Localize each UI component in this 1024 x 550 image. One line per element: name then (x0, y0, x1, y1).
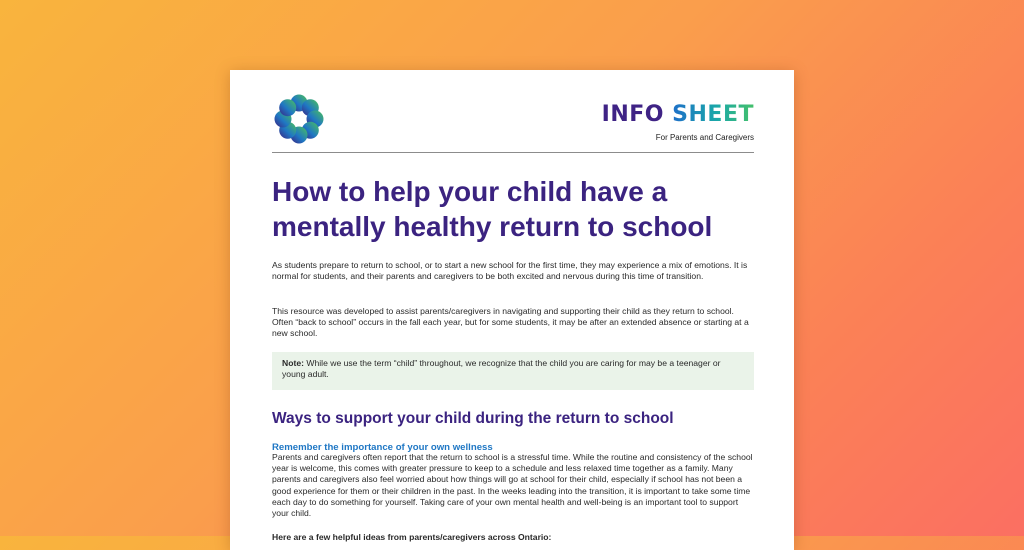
note-box (272, 352, 754, 390)
audience-subtitle: For Parents and Caregivers (655, 133, 754, 142)
header-divider (272, 152, 754, 153)
section-heading: Ways to support your child during the return to school (272, 410, 674, 427)
wellness-subheading: Remember the importance of your own wellness (272, 442, 493, 453)
note-text: While we use the term “child” throughout, we recognize that the child you are caring for may be a teenager or young adult. (282, 358, 721, 380)
info-sheet-heading (602, 104, 754, 126)
purpose-paragraph: This resource was developed to assist parents/caregivers in navigating and supporting their child as they return to school. Often “back to school” occurs in the fall each year, but for some students, it may be after an extended absence or starting at a new school. (272, 306, 749, 339)
wellness-paragraph: Parents and caregivers often report that the return to school is a stressful time. While the routine and consistency of the school year is welcome, this comes with greater pressure to keep to a schedule and less relaxed time together as a family. Many parents and caregivers also feel worried about how things will go at school for their child, especially if school has not been a good experience for them or their children in the past. In the weeks leading into the transition, it is important to take some time each day to do something for yourself. Taking care of your own mental health and well-being is an important tool to support your child. (272, 452, 753, 519)
ideas-intro-paragraph: Here are a few helpful ideas from parents/caregivers across Ontario: (272, 532, 552, 542)
document-title: How to help your child have a mentally healthy return to school (272, 176, 713, 242)
info-sheet-page (230, 70, 794, 550)
sheet-word: SHEET (672, 102, 754, 127)
flower-logo-icon (272, 92, 326, 146)
info-sheet-badge (602, 104, 754, 142)
info-word: INFO (601, 102, 664, 127)
intro-paragraph: As students prepare to return to school, or to start a new school for the first time, they may experience a mix of emotions. It is normal for students, and their parents and caregivers to be both excited and nervous during this time of transition. (272, 260, 748, 282)
note-label: Note: (282, 358, 304, 368)
